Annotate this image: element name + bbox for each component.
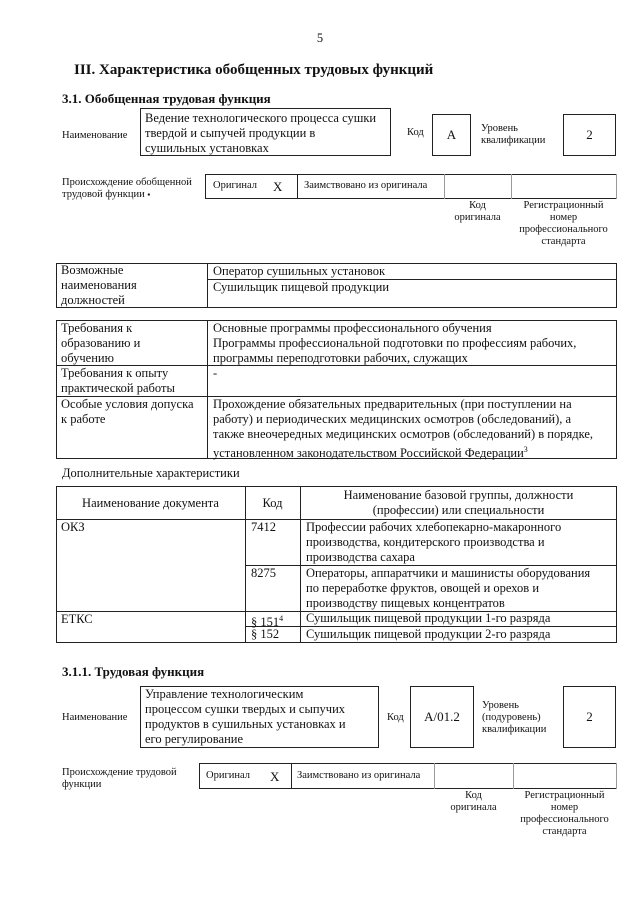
tf-name-value: Управление технологическим процессом сушки твердых и сыпучих продуктов в сушильных установках и его регулирование <box>145 687 346 746</box>
gtf-code-original-caption: Код оригинала <box>454 200 501 223</box>
position-item: Оператор сушильных установок <box>213 264 386 278</box>
header-doc: Наименование документа <box>82 496 219 510</box>
okz-code: 7412 <box>251 520 276 534</box>
positions-label: Возможные наименования должностей <box>61 263 137 307</box>
tf-origin-label: Происхождение трудовой функции <box>62 767 177 790</box>
etks-code: § $151^4$ <box>251 614 284 630</box>
gtf-name-value: Ведение технологического процесса сушки твердой и сыпучей продукции в сушильных установках <box>145 111 377 155</box>
okz-name: Профессии рабочих хлебопекарно-макаронного производства, кондитерского производства и производства сахара <box>306 520 562 564</box>
additional-title: Дополнительные характеристики <box>62 466 240 480</box>
gtf-code-value: А <box>446 127 457 142</box>
header-code: Код <box>262 496 283 510</box>
etks-name: Сушильщик пищевой продукции 2-го разряда <box>306 627 551 641</box>
gtf-heading: 3.1. Обобщенная трудовая функция <box>62 91 271 106</box>
okz-name: Операторы, аппаратчики и машинисты оборудования по переработке фруктов, овощей и орехов и производству пищевых концентратов <box>306 566 591 610</box>
section-title: III. Характеристика обобщенных трудовых функций <box>74 62 434 78</box>
tf-code-original-caption: Код оригинала <box>450 790 497 813</box>
etks-label: ЕТКС <box>61 612 93 626</box>
experience-value: - <box>213 366 218 380</box>
gtf-original-mark: Х <box>273 179 283 194</box>
header-name: Наименование базовой группы, должности (профессии) или специальности <box>343 488 574 517</box>
education-label: Требования к образованию и обучению <box>61 321 141 365</box>
gtf-original-label: Оригинал <box>213 180 257 191</box>
okz-code: 8275 <box>251 566 276 580</box>
gtf-code-label: Код <box>407 127 424 138</box>
tf-heading: 3.1.1. Трудовая функция <box>62 664 205 679</box>
tf-name-label: Наименование <box>62 712 128 723</box>
position-item: Сушильщик пищевой продукции <box>213 280 390 294</box>
tf-level-label: Уровень (подуровень) квалификации <box>482 700 547 735</box>
tf-code-label: Код <box>387 712 404 723</box>
tf-reg-number-caption: Регистрационный номер профессионального стандарта <box>520 790 609 837</box>
footnote-marker: 3 <box>523 445 528 454</box>
education-value: Основные программы профессионального обучения Программы профессиональной подготовки по профессиям рабочих, программы переподготовки рабочих, служащих <box>213 321 577 365</box>
special-conditions-label: Особые условия допуска к работе <box>61 397 194 426</box>
gtf-level-value: 2 <box>586 127 593 142</box>
tf-level-value: 2 <box>586 709 593 724</box>
tf-original-mark: Х <box>270 769 280 784</box>
gtf-level-label: Уровень квалификации <box>481 123 546 146</box>
etks-name: Сушильщик пищевой продукции 1-го разряда <box>306 611 551 625</box>
gtf-borrowed-label: Заимствовано из оригинала <box>304 180 428 191</box>
tf-borrowed-label: Заимствовано из оригинала <box>297 770 421 781</box>
special-conditions-value: Прохождение обязательных предварительных (при поступлении на работу) и периодических медицинских осмотров (обследований), а также внеочередных медицинских осмотров (обследований) в порядке, установленном законодательством Российской Федерации$^3$ <box>213 397 594 461</box>
gtf-origin-label: Происхождение обобщенной трудовой функции ▪ <box>62 177 192 200</box>
okz-label: ОКЗ <box>61 520 85 534</box>
experience-label: Требования к опыту практической работы <box>61 366 175 395</box>
page-number: 5 <box>316 31 324 45</box>
gtf-reg-number-caption: Регистрационный номер профессионального стандарта <box>519 200 608 247</box>
etks-code: § 152 <box>251 627 280 641</box>
tf-original-label: Оригинал <box>206 770 250 781</box>
gtf-name-label: Наименование <box>62 130 128 141</box>
tf-code-value: А/01.2 <box>424 709 460 724</box>
